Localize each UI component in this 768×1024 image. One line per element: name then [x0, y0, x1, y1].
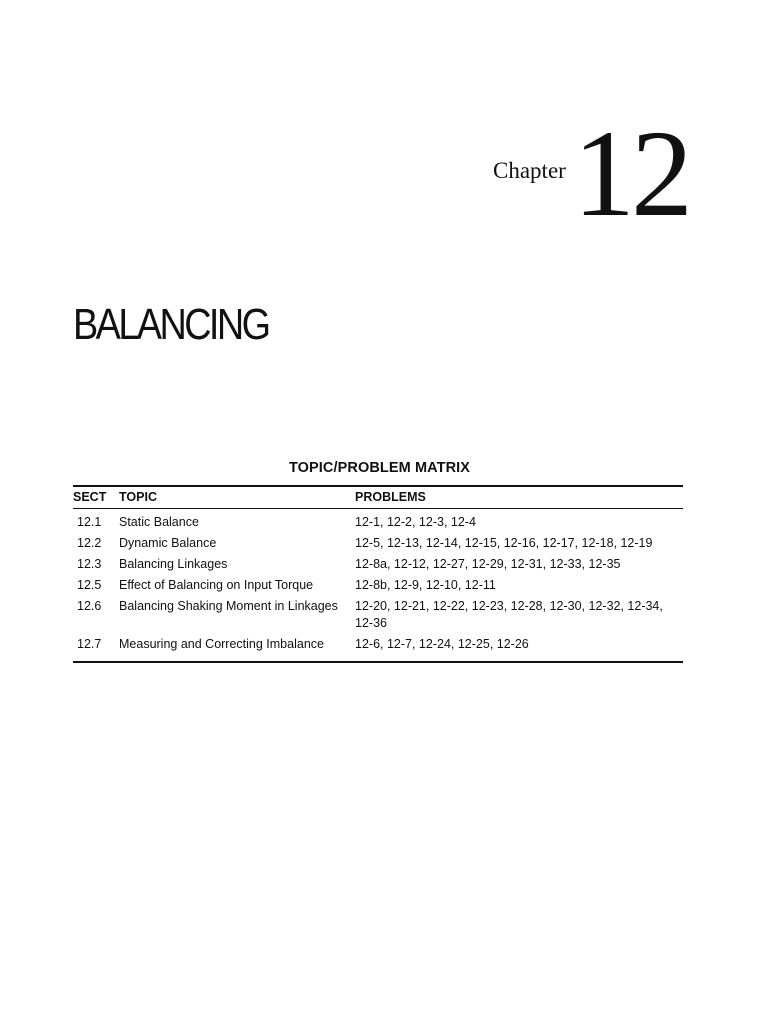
header-problems: PROBLEMS [355, 490, 426, 504]
row-sect: 12.6 [77, 599, 102, 613]
row-topic: Static Balance [119, 515, 199, 529]
chapter-number: 12 [573, 105, 689, 242]
row-problems: 12-1, 12-2, 12-3, 12-4 [355, 515, 476, 529]
row-problems: 12-20, 12-21, 12-22, 12-23, 12-28, 12-30, 12-32, 12-34, 12-36 [355, 599, 663, 630]
row-sect: 12.3 [77, 557, 102, 571]
row-problems: 12-6, 12-7, 12-24, 12-25, 12-26 [355, 637, 529, 651]
row-problems: 12-8b, 12-9, 12-10, 12-11 [355, 578, 496, 592]
row-topic: Dynamic Balance [119, 536, 217, 550]
row-problems: 12-8a, 12-12, 12-27, 12-29, 12-31, 12-33, 12-35 [355, 557, 621, 571]
chapter-label: Chapter [493, 158, 566, 183]
matrix-heading: TOPIC/PROBLEM MATRIX [288, 460, 471, 476]
row-sect: 12.1 [77, 515, 102, 529]
matrix-bottom-rule [73, 661, 683, 663]
row-topic: Balancing Linkages [119, 557, 228, 571]
matrix-header-row [73, 487, 683, 506]
table-row [73, 514, 683, 531]
topic-problem-matrix [73, 460, 683, 663]
table-row [73, 535, 683, 552]
matrix-header-rule [73, 508, 683, 509]
row-sect: 12.5 [77, 578, 102, 592]
table-row [73, 598, 683, 632]
header-topic: TOPIC [119, 490, 157, 504]
table-row [73, 636, 683, 653]
row-topic: Balancing Shaking Moment in Linkages [119, 599, 338, 613]
row-topic: Measuring and Correcting Imbalance [119, 637, 324, 651]
row-sect: 12.2 [77, 536, 102, 550]
table-row [73, 577, 683, 594]
row-topic: Effect of Balancing on Input Torque [119, 578, 314, 592]
row-problems: 12-5, 12-13, 12-14, 12-15, 12-16, 12-17, 12-18, 12-19 [355, 536, 653, 550]
table-row [73, 556, 683, 573]
row-sect: 12.7 [77, 637, 102, 651]
header-sect: SECT [73, 490, 107, 504]
chapter-title: BALANCING [73, 300, 269, 349]
